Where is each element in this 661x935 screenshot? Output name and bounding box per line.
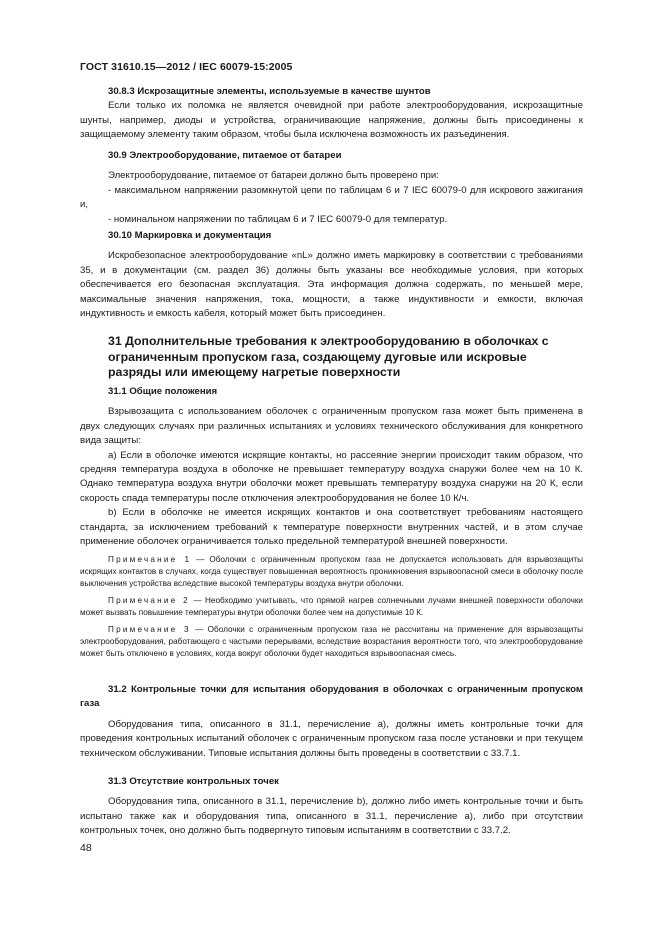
list-item-a: а) Если в оболочке имеются искрящие контакты, но рассеяние энергии происходит таким образом, что средняя температура воздуха в оболочке не превышает температуру воздуха снаружи более чем на 10 К. Однако температура воздуха внутри оболочки может превышать температуру воздуха снаружи на 20 К, если скорость спада температуры после отключения электрооборудования не более 10 К/ч.: [80, 449, 583, 504]
section-heading: 31.3 Отсутствие контрольных точек: [108, 776, 279, 787]
standard-header: ГОСТ 31610.15—2012 / IEC 60079-15:2005: [80, 61, 293, 73]
note-3: [80, 624, 583, 660]
note-text: — Необходимо учитывать, что прямой нагрев солнечными лучами внешней поверхности оболочки может вызвать повышение температуры внутри оболочки более чем на допустимые 10 К.: [80, 596, 584, 618]
list-item: - максимальном напряжении разомкнутой цепи по таблицам 6 и 7 IEC 60079-0 для искрового зажигания и,: [80, 184, 583, 211]
note-2: [80, 595, 583, 619]
paragraph: Оборудования типа, описанного в 31.1, перечисление b), должно либо иметь контрольные точки и быть испытано также как и оборудования типа, описанного в 31.1, перечисление а), либо при отсутствии контрольных точек, оно должно быть подвергнуто типовым испытаниям в соответствии с 33.7.2.: [80, 796, 583, 837]
note-1: [80, 554, 583, 590]
page-number: 48: [80, 842, 92, 854]
section-31-2: [80, 683, 583, 761]
section-heading: 30.9 Электрооборудование, питаемое от батареи: [108, 150, 342, 161]
section-31-3: [80, 775, 583, 839]
section-31-heading: 31 Дополнительные требования к электрооборудованию в оболочках с ограниченным пропуском газа, создающему дуговые или искровые разряды или имеющему нагретые поверхности: [108, 334, 549, 379]
paragraph: Если только их поломка не является очевидной при работе электрооборудования, искрозащитные шунты, например, диоды и устройства, ограничивающие напряжение, должны быть присоединены к защищаемому элементу таким образом, чтобы была исключена возможность их разъединения.: [80, 100, 583, 141]
section-31-1: [80, 385, 583, 660]
section-30-9: [80, 149, 583, 227]
paragraph: Искробезопасное электрооборудование «nL» должно иметь маркировку в соответствии с требованиями 35, и в документации (см. раздел 36) должны быть указаны все необходимые условия, при которых обеспечивается его безопасная эксплуатация. Эта информация должна содержать, по меньшей мере, максимальные значения напряжения, тока, мощности, а также индуктивности и емкости, включая индуктивность и емкость кабеля, который может быть присоединен.: [80, 250, 583, 320]
note-text: — Оболочки с ограниченным пропуском газа не допускается использовать для взрывозащиты искрящих контактов в случаях, когда существует повышенная вероятность проникновения взрывоопасной смеси в оболочку после выключения устройства вследствие высокой температуры воздуха внутри оболочки.: [80, 555, 583, 589]
section-30-10: [80, 229, 583, 321]
paragraph: Оборудования типа, описанного в 31.1, перечисление а), должны иметь контрольные точки для проведения контрольных испытаний оболочек с ограниченным пропуском газа после установки и при текущем техническом обслуживании. Типовые испытания должны быть проведены в соответствии с 33.7.1.: [80, 718, 583, 759]
section-30-8-3: [80, 85, 583, 143]
paragraph: Электрооборудование, питаемое от батареи должно быть проверено при:: [108, 170, 439, 182]
section-heading: 31.1 Общие положения: [108, 386, 218, 397]
section-heading: 30.10 Маркировка и документация: [108, 230, 272, 241]
note-label: Примечание 2: [108, 596, 190, 606]
note-label: Примечание 1: [108, 555, 192, 565]
list-item-b: b) Если в оболочке не имеется искрящих контактов и она соответствует требованиям настоящего стандарта, за исключением требований к температуре поверхности внутренних частей, и в этом случае применение оболочек ограничивается только предельной температурой внешней поверхности.: [80, 507, 583, 548]
paragraph: Взрывозащита с использованием оболочек с ограниченным пропуском газа может быть применена в двух следующих случаях при различных испытаниях и условиях технического обслуживания для конкретного вида защиты:: [80, 406, 583, 447]
note-label: Примечание 3: [108, 625, 191, 635]
note-text: — Оболочки с ограниченным пропуском газа не рассчитаны на применение для взрывозащиты электрооборудования, работающего с частыми перерывами, вследствие возрастания вероятности того, что электрооборудование может быть отключено в условиях, когда вокруг оболочки будет находиться взрывоопасная смесь.: [80, 625, 583, 659]
section-heading: 30.8.3 Искрозащитные элементы, используемые в качестве шунтов: [108, 86, 431, 97]
list-item: - номинальном напряжении по таблицам 6 и 7 IEC 60079-0 для температур.: [108, 213, 448, 225]
section-heading: 31.2 Контрольные точки для испытания оборудования в оболочках с ограниченным пропуском газа: [80, 684, 583, 710]
